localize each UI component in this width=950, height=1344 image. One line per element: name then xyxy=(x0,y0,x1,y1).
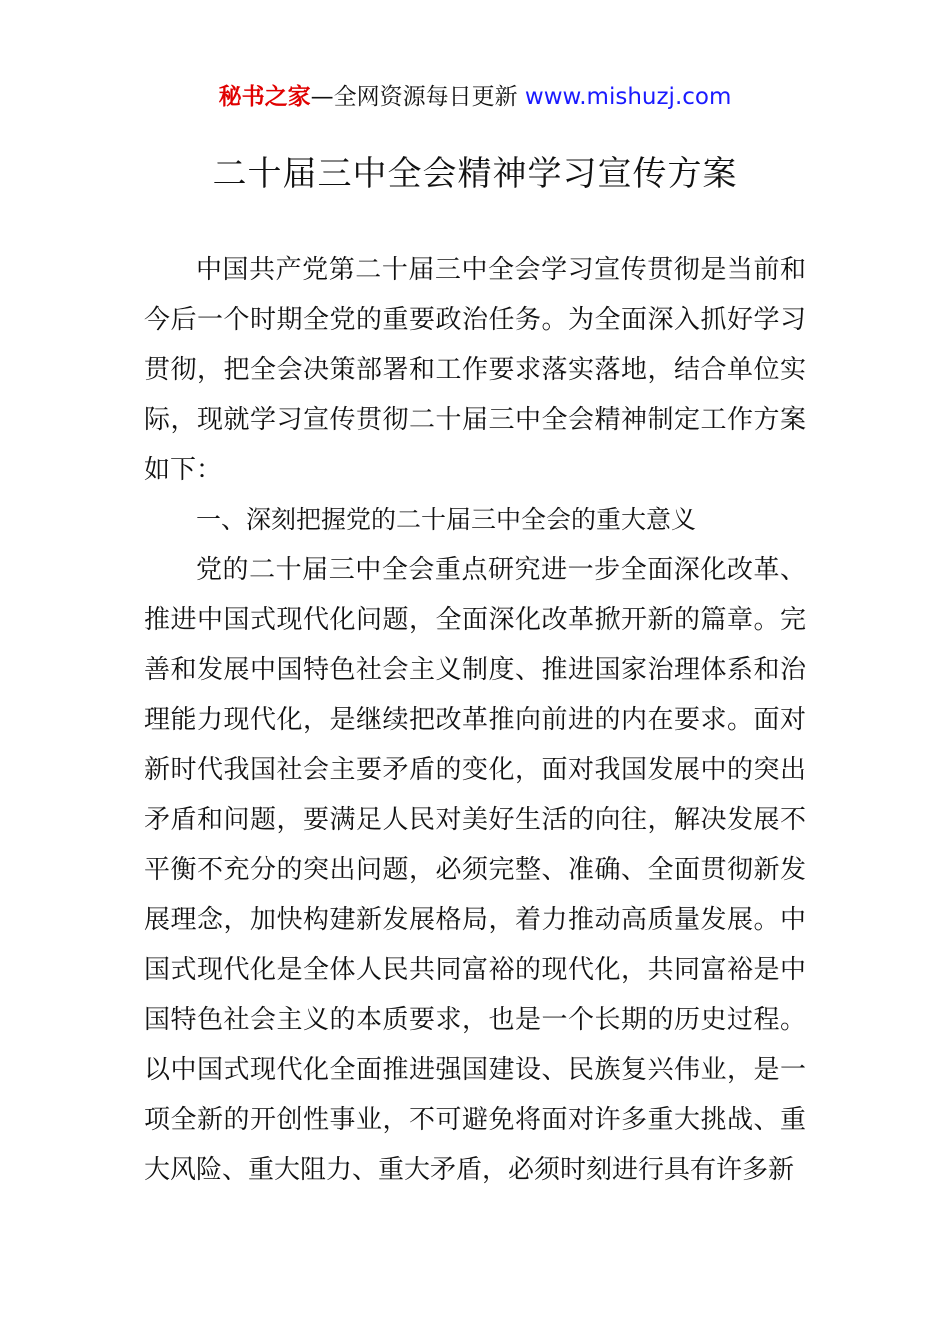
document-title: 二十届三中全会精神学习宣传方案 xyxy=(212,154,738,194)
document-body xyxy=(144,245,806,1195)
tagline: —全网资源每日更新 xyxy=(310,84,525,110)
section-heading: 一、深刻把握党的二十届三中全会的重大意义 xyxy=(196,505,697,534)
section-paragraph: 党的二十届三中全会重点研究进一步全面深化改革、推进中国式现代化问题，全面深化改革掀开新的篇章。完善和发展中国特色社会主义制度、推进国家治理体系和治理能力现代化，是继续把改革推向前进的内在要求。面对新时代我国社会主要矛盾的变化，面对我国发展中的突出矛盾和问题，要满足人民对美好生活的向往，解决发展不平衡不充分的突出问题，必须完整、准确、全面贯彻新发展理念，加快构建新发展格局，着力推动高质量发展。中国式现代化是全体人民共同富裕的现代化，共同富裕是中国特色社会主义的本质要求，也是一个长期的历史过程。以中国式现代化全面推进强国建设、民族复兴伟业，是一项全新的开创性事业，不可避免将面对许多重大挑战、重大风险、重大阻力、重大矛盾，必须时刻进行具有许多新 xyxy=(144,555,806,1185)
site-header xyxy=(0,80,950,114)
brand-name: 秘书之家 xyxy=(218,84,311,110)
site-url[interactable]: www.mishuzj.com xyxy=(524,84,732,110)
intro-paragraph: 中国共产党第二十届三中全会学习宣传贯彻是当前和今后一个时期全党的重要政治任务。为全面深入抓好学习贯彻，把全会决策部署和工作要求落实落地，结合单位实际，现就学习宣传贯彻二十届三中全会精神制定工作方案如下： xyxy=(144,255,806,485)
